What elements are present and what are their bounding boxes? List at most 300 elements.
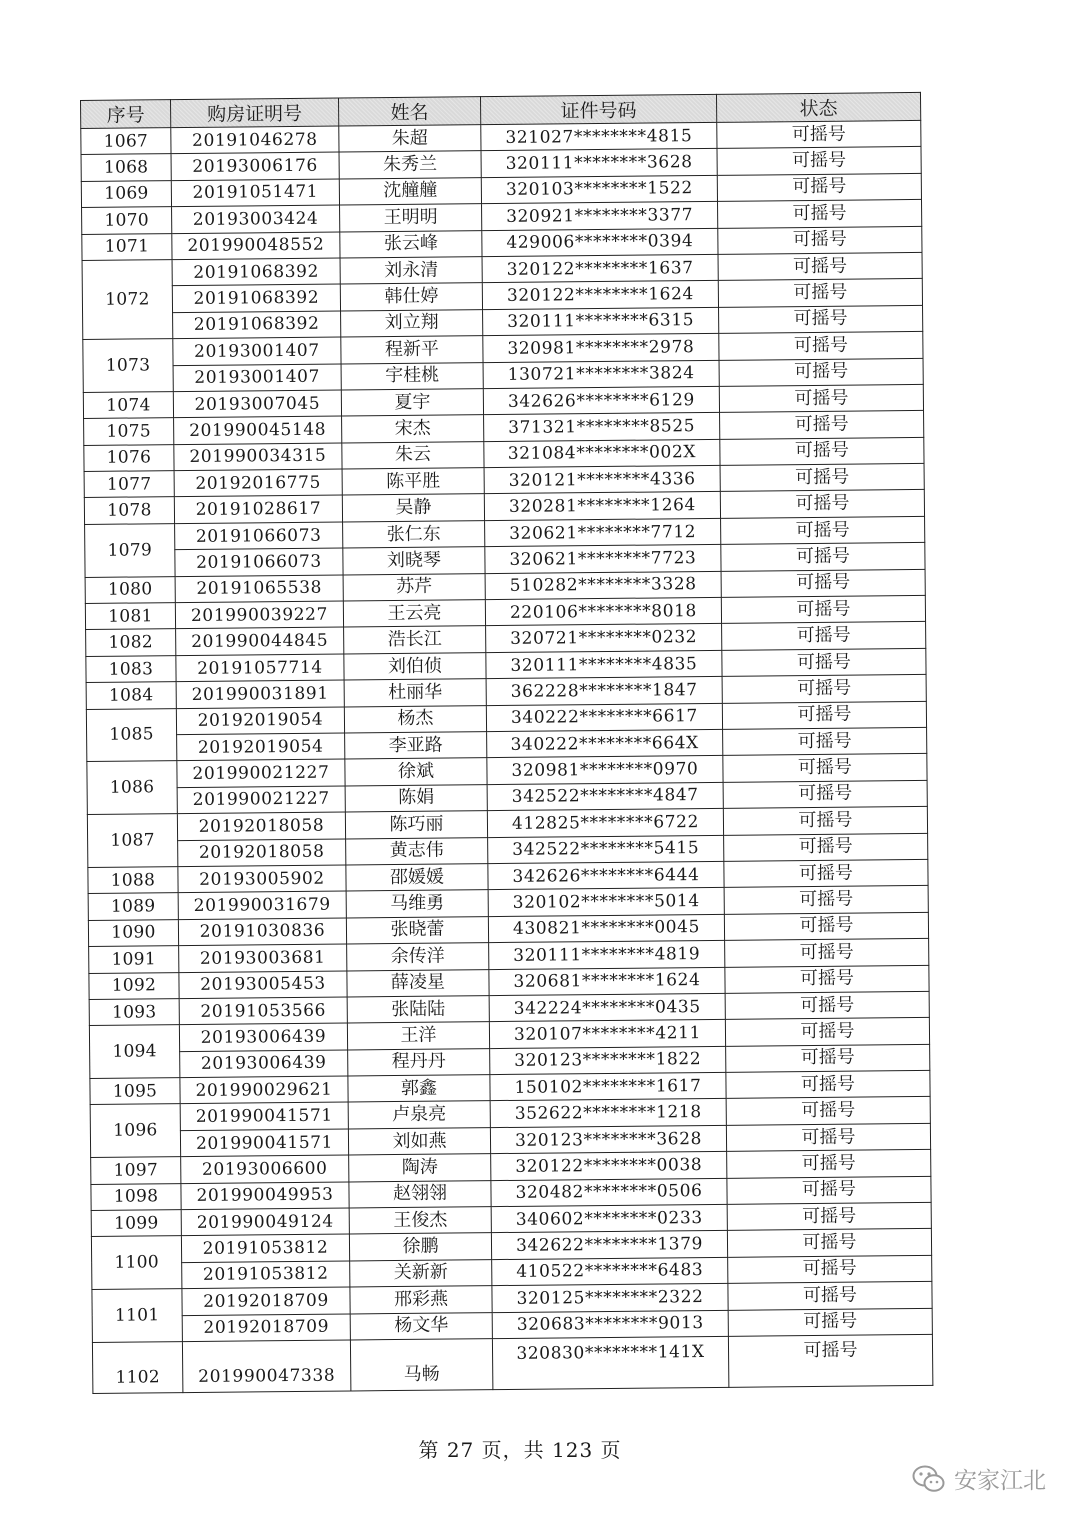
seq-cell (82, 260, 173, 340)
certificate-no-value: 20191030836 (199, 921, 326, 943)
name-cell (345, 811, 487, 839)
status-cell (727, 1176, 931, 1204)
id-number-cell (484, 413, 720, 442)
id-number-cell (484, 465, 720, 494)
status-value: 可摇号 (796, 598, 851, 620)
name-cell (347, 969, 489, 997)
seq-cell (86, 708, 177, 762)
certificate-no-cell (176, 627, 344, 655)
name-value: 杨文华 (394, 1314, 449, 1337)
id-number-cell (490, 1099, 726, 1128)
name-cell (344, 679, 486, 707)
id-number-value: 320830********141X (516, 1342, 705, 1364)
id-number-value: 371321********8525 (508, 416, 696, 438)
name-value: 苏芹 (396, 575, 433, 598)
header-status: 状态 (716, 92, 920, 122)
name-value: 陶涛 (401, 1156, 438, 1178)
status-cell (725, 939, 929, 967)
seq-value: 1081 (108, 606, 153, 627)
certificate-no-cell (178, 839, 346, 867)
id-number-cell (489, 1020, 725, 1049)
id-number-cell (488, 914, 724, 943)
name-value: 朱超 (391, 127, 428, 149)
id-number-cell (483, 334, 719, 363)
name-value: 王洋 (400, 1024, 437, 1046)
id-number-cell (491, 1178, 727, 1207)
name-cell (348, 1127, 490, 1155)
id-number-cell (487, 729, 723, 758)
name-cell (341, 389, 483, 417)
status-cell (721, 543, 925, 571)
name-cell (349, 1207, 491, 1235)
seq-cell (84, 471, 174, 498)
id-number-value: 320621********7712 (509, 521, 697, 544)
name-cell (343, 520, 485, 548)
status-value: 可摇号 (796, 651, 852, 673)
name-value: 刘立翔 (384, 311, 439, 334)
id-number-value: 342626********6129 (507, 389, 695, 412)
name-value: 宋杰 (394, 417, 431, 439)
certificate-no-cell (178, 865, 346, 893)
name-value: 刘晓琴 (386, 549, 442, 572)
name-value: 黄志伟 (389, 839, 444, 862)
id-number-cell (489, 993, 725, 1022)
id-number-cell (488, 888, 724, 917)
status-value: 可摇号 (794, 360, 849, 383)
status-value: 可摇号 (796, 571, 851, 594)
certificate-no-cell (181, 1155, 349, 1183)
status-cell (727, 1229, 931, 1257)
id-number-cell (490, 1046, 726, 1075)
status-value: 可摇号 (794, 387, 849, 409)
certificate-no-value: 20191068392 (193, 287, 320, 309)
certificate-no-cell (176, 680, 344, 708)
seq-cell (82, 207, 172, 234)
wechat-icon (912, 1464, 946, 1494)
seq-cell (82, 233, 172, 260)
id-number-value: 320721********0232 (510, 627, 698, 650)
seq-cell (81, 128, 171, 155)
seq-value: 1070 (104, 210, 149, 231)
seq-value: 1085 (109, 724, 154, 746)
seq-value: 1090 (111, 922, 156, 944)
name-value: 李亚路 (388, 734, 443, 756)
page-number: 第 27 页，共 123 页 (418, 1438, 622, 1462)
seq-cell (91, 1210, 181, 1237)
certificate-no-value: 201990031891 (191, 683, 329, 705)
status-cell (724, 912, 928, 940)
status-cell (720, 490, 924, 518)
id-number-cell (486, 677, 722, 706)
certificate-no-value: 20192019054 (197, 709, 324, 732)
id-number-value: 320125********2322 (516, 1286, 704, 1309)
seq-value: 1083 (108, 658, 154, 680)
status-value: 可摇号 (800, 994, 855, 1016)
name-value: 关新新 (393, 1262, 448, 1284)
status-value: 可摇号 (792, 228, 847, 251)
certificate-no-cell (174, 443, 342, 471)
seq-cell (83, 339, 174, 393)
certificate-no-cell (181, 1208, 349, 1236)
document-sheet (80, 92, 932, 1394)
name-cell (349, 1233, 491, 1261)
status-value: 可摇号 (792, 149, 847, 172)
certificate-no-cell (172, 232, 340, 260)
name-cell (342, 468, 484, 496)
id-number-value: 220106********8018 (509, 600, 698, 623)
certificate-no-value: 20193001407 (194, 366, 321, 389)
status-cell (717, 147, 921, 175)
id-number-cell (486, 624, 722, 653)
status-cell (725, 965, 929, 993)
status-cell (722, 622, 926, 650)
seq-value: 1075 (106, 421, 152, 442)
id-number-cell (485, 571, 721, 600)
name-cell (342, 494, 484, 522)
certificate-no-value: 20191066073 (195, 525, 322, 547)
status-cell (727, 1150, 931, 1178)
id-number-cell (488, 861, 724, 890)
name-value: 韩仕婷 (384, 285, 439, 308)
certificate-no-value: 20193007045 (194, 393, 321, 415)
status-cell (724, 833, 928, 861)
name-value: 杨杰 (397, 707, 434, 730)
certificate-no-value: 20192018058 (198, 841, 325, 864)
name-value: 朱秀兰 (383, 153, 438, 176)
seq-cell (87, 814, 178, 868)
status-value: 可摇号 (802, 1205, 857, 1227)
name-cell (341, 309, 483, 337)
seq-cell (91, 1236, 182, 1290)
name-cell (340, 230, 482, 258)
status-value: 可摇号 (799, 888, 854, 911)
seq-value: 1094 (112, 1041, 157, 1062)
name-value: 杜丽华 (388, 681, 443, 703)
id-number-value: 320111********6315 (507, 310, 695, 333)
seq-cell (85, 523, 176, 577)
id-number-value: 342622********1379 (515, 1234, 704, 1256)
seq-cell (86, 682, 176, 709)
name-cell (340, 283, 482, 311)
certificate-no-value: 20191046278 (192, 129, 318, 151)
seq-value: 1100 (114, 1252, 159, 1274)
seq-value: 1095 (112, 1081, 158, 1102)
certificate-no-cell (171, 126, 339, 154)
id-number-value: 320683********9013 (516, 1313, 704, 1336)
name-value: 余传洋 (390, 945, 445, 967)
status-value: 可摇号 (801, 1178, 857, 1201)
id-number-value: 321027********4815 (505, 125, 693, 148)
certificate-no-value: 20191053812 (202, 1264, 329, 1286)
seq-cell (84, 418, 174, 445)
name-value: 徐鹏 (402, 1235, 439, 1258)
seq-cell (88, 867, 178, 894)
status-value: 可摇号 (801, 1126, 856, 1148)
id-number-cell (483, 360, 719, 389)
id-number-value: 410522********6483 (516, 1260, 704, 1283)
name-value: 沈艟艟 (383, 180, 438, 202)
status-cell (718, 200, 922, 228)
seq-value: 1084 (108, 685, 154, 706)
certificate-no-cell (181, 1182, 349, 1210)
certificate-no-cell (180, 1050, 348, 1078)
seq-value: 1076 (106, 447, 152, 469)
certificate-no-value: 201990045148 (189, 419, 327, 441)
certificate-no-value: 20192019054 (197, 736, 324, 758)
id-number-value: 340222********664X (510, 732, 699, 755)
certificate-no-value: 20192018058 (198, 815, 325, 837)
id-number-value: 320981********2978 (507, 336, 695, 359)
seq-value: 1067 (103, 131, 149, 152)
id-number-cell (481, 149, 717, 178)
status-value: 可摇号 (795, 492, 850, 515)
status-value: 可摇号 (792, 202, 847, 225)
certificate-no-cell (182, 1261, 350, 1289)
seq-cell (91, 1183, 181, 1210)
certificate-no-cell (174, 495, 342, 523)
name-cell (350, 1286, 492, 1314)
status-cell (727, 1202, 931, 1230)
certificate-no-value: 20193005453 (200, 973, 326, 996)
certificate-no-value: 201990048552 (187, 234, 325, 257)
seq-value: 1102 (115, 1367, 161, 1388)
id-number-cell (490, 1072, 726, 1101)
status-value: 可摇号 (798, 809, 853, 831)
seq-cell (85, 603, 175, 630)
name-cell (342, 415, 484, 443)
certificate-no-cell (175, 601, 343, 629)
seq-value: 1082 (108, 632, 154, 653)
certificate-no-cell (182, 1287, 350, 1315)
name-cell (350, 1312, 492, 1340)
name-cell (346, 916, 488, 944)
certificate-no-cell (174, 469, 342, 497)
certificate-no-cell (171, 179, 339, 207)
certificate-no-cell (172, 284, 340, 312)
status-cell (728, 1334, 932, 1387)
status-value: 可摇号 (802, 1284, 858, 1306)
id-number-cell (485, 518, 721, 547)
certificate-no-cell (173, 337, 341, 365)
status-value: 可摇号 (801, 1152, 856, 1175)
status-value: 可摇号 (800, 1046, 855, 1069)
seq-value: 1079 (107, 540, 153, 561)
seq-value: 1097 (113, 1160, 159, 1181)
certificate-no-value: 20193001407 (194, 340, 320, 362)
seq-value: 1078 (107, 500, 152, 521)
name-value: 夏宇 (394, 391, 431, 413)
certificate-no-cell (175, 548, 343, 576)
certificate-no-cell (172, 205, 340, 233)
status-value: 可摇号 (797, 756, 853, 779)
certificate-no-value: 20191051471 (192, 182, 319, 204)
certificate-no-cell (173, 390, 341, 418)
name-value: 陈娟 (398, 787, 435, 809)
id-number-value: 320123********1822 (514, 1049, 702, 1072)
certificate-no-value: 201990041571 (195, 1105, 333, 1128)
certificate-no-cell (181, 1234, 349, 1262)
name-cell (339, 125, 481, 153)
name-cell (339, 177, 481, 205)
seq-cell (91, 1157, 181, 1184)
status-value: 可摇号 (794, 413, 849, 436)
seq-value: 1072 (105, 289, 150, 310)
status-cell (726, 1070, 930, 1098)
status-cell (726, 1044, 930, 1072)
status-cell (724, 859, 928, 887)
id-number-cell (487, 756, 723, 785)
name-cell (349, 1180, 491, 1208)
certificate-no-cell (179, 997, 347, 1025)
header-id-number: 证件号码 (480, 94, 716, 124)
certificate-no-cell (176, 654, 344, 682)
name-value: 郭鑫 (400, 1077, 438, 1099)
status-value: 可摇号 (792, 176, 847, 198)
status-cell (728, 1282, 932, 1310)
certificate-no-cell (172, 258, 340, 286)
id-number-value: 510282********3328 (509, 574, 697, 597)
status-value: 可摇号 (803, 1310, 858, 1333)
seq-cell (81, 154, 171, 181)
status-cell (719, 305, 923, 333)
id-number-value: 320123********3628 (514, 1128, 703, 1151)
id-number-cell (491, 1204, 727, 1233)
seq-cell (87, 761, 178, 815)
certificate-no-cell (180, 1129, 348, 1157)
seq-cell (89, 946, 179, 973)
name-cell (344, 652, 486, 680)
name-cell (348, 1075, 490, 1103)
name-cell (343, 547, 485, 575)
seq-cell (86, 629, 176, 656)
status-cell (721, 569, 925, 597)
id-number-value: 150102********1617 (514, 1075, 702, 1098)
header-name: 姓名 (338, 97, 480, 126)
seq-cell (88, 893, 178, 920)
certificate-no-value: 20191028617 (195, 498, 322, 521)
name-value: 马维勇 (390, 892, 445, 915)
table-row (92, 1334, 932, 1393)
seq-value: 1091 (111, 949, 157, 970)
id-number-value: 320921********3377 (506, 204, 694, 227)
id-number-value: 430821********0045 (512, 917, 701, 940)
id-number-value: 320122********0038 (515, 1154, 703, 1177)
certificate-no-value: 201990029621 (195, 1079, 333, 1101)
name-cell (345, 758, 487, 786)
id-number-value: 320111********3628 (505, 152, 693, 174)
seq-value: 1088 (110, 869, 156, 891)
id-number-value: 320111********4835 (510, 653, 698, 676)
status-cell (720, 437, 924, 465)
seq-value: 1092 (111, 975, 157, 996)
status-cell (725, 1018, 929, 1046)
name-value: 浩长江 (387, 628, 442, 651)
id-number-value: 342224********0435 (513, 996, 701, 1019)
status-cell (725, 991, 929, 1019)
certificate-no-cell (182, 1340, 350, 1393)
status-value: 可摇号 (800, 1020, 855, 1043)
status-cell (722, 648, 926, 676)
status-value: 可摇号 (798, 862, 854, 884)
status-value: 可摇号 (795, 466, 850, 488)
seq-value: 1073 (105, 355, 151, 376)
name-cell (344, 705, 486, 733)
id-number-value: 340602********0233 (515, 1207, 703, 1230)
certificate-no-value: 20191053812 (202, 1237, 329, 1259)
name-cell (346, 837, 488, 865)
status-cell (717, 120, 921, 148)
certificate-no-value: 20193005902 (199, 868, 325, 890)
id-number-value: 412825********6722 (511, 811, 700, 834)
seq-value: 1089 (110, 896, 156, 917)
name-value: 张晓蕾 (390, 918, 445, 941)
name-cell (349, 1154, 491, 1182)
certificate-no-cell (182, 1314, 350, 1342)
seq-value: 1074 (106, 394, 151, 416)
name-value: 宇桂桃 (385, 364, 440, 387)
status-value: 可摇号 (803, 1339, 858, 1362)
certificate-no-value: 20191068392 (193, 261, 320, 283)
status-value: 可摇号 (801, 1099, 856, 1122)
seq-value: 1068 (103, 157, 149, 178)
name-cell (340, 257, 482, 285)
status-cell (721, 516, 925, 544)
id-number-value: 320281********1264 (508, 495, 696, 518)
status-cell (726, 1123, 930, 1151)
status-value: 可摇号 (798, 783, 853, 805)
status-cell (723, 780, 927, 808)
seq-value: 1087 (110, 830, 155, 851)
name-cell (345, 732, 487, 760)
seq-cell (92, 1342, 182, 1394)
status-cell (722, 701, 926, 729)
name-cell (347, 943, 489, 971)
certificate-no-value: 20193006439 (200, 1026, 327, 1048)
header-certificate-no: 购房证明号 (171, 98, 339, 128)
id-number-value: 342522********4847 (511, 785, 699, 808)
id-number-value: 429006********0394 (506, 231, 694, 254)
seq-cell (92, 1289, 183, 1343)
seq-cell (81, 180, 171, 207)
seq-value: 1080 (107, 579, 153, 601)
id-number-value: 342522********5415 (512, 838, 700, 861)
status-cell (718, 226, 922, 254)
certificate-no-value: 20193006600 (201, 1158, 328, 1180)
name-value: 刘如燕 (392, 1130, 447, 1152)
id-number-cell (492, 1336, 728, 1389)
status-cell (721, 595, 925, 623)
name-value: 赵翎翎 (392, 1182, 448, 1205)
seq-value: 1098 (113, 1186, 159, 1208)
name-value: 王明明 (383, 206, 438, 228)
id-number-value: 321084********002X (507, 442, 697, 465)
seq-cell (88, 919, 178, 946)
status-value: 可摇号 (797, 730, 852, 752)
id-number-cell (483, 307, 719, 336)
certificate-no-value: 201990039227 (190, 604, 329, 626)
id-number-cell (484, 492, 720, 521)
seq-cell (84, 497, 174, 524)
certificate-no-cell (174, 416, 342, 444)
certificate-no-value: 20191053566 (200, 1000, 327, 1022)
status-value: 可摇号 (798, 835, 853, 858)
seq-value: 1099 (113, 1213, 159, 1234)
id-number-cell (482, 228, 718, 257)
status-value: 可摇号 (799, 941, 854, 963)
id-number-cell (481, 175, 717, 204)
id-number-value: 362228********1847 (510, 679, 698, 702)
seq-cell (89, 972, 179, 999)
